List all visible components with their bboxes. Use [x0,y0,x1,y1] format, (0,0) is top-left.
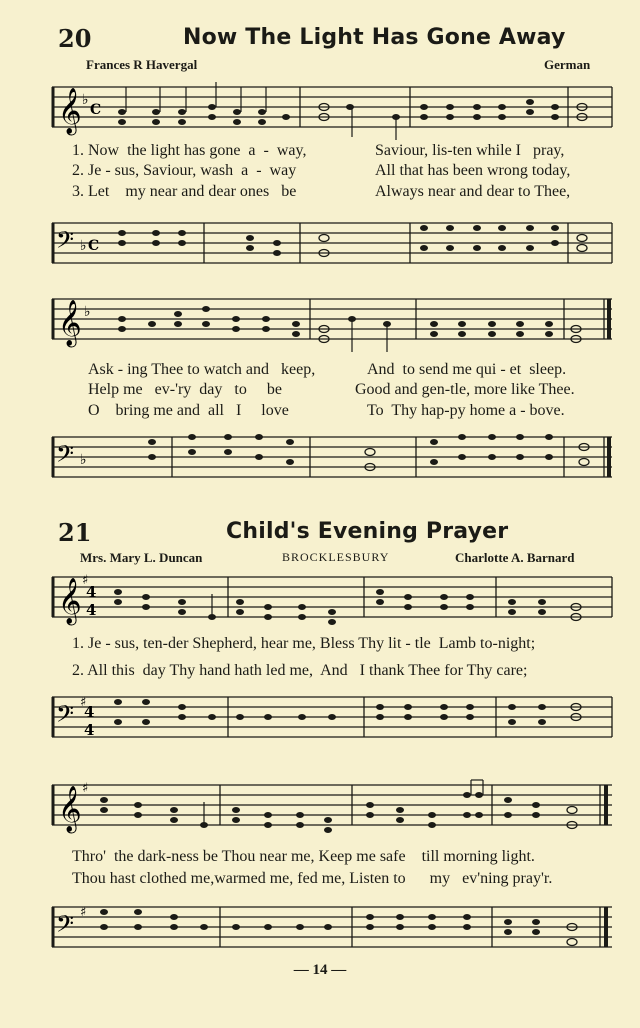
hymn-20-verse-1-line-4: And to send me qui - et sleep. [367,361,567,378]
hymn-20-verse-2-line-2: All that has been wrong today, [375,162,571,179]
hymn-21-verse-1-line-1: 1. Je - sus, ten-der Shepherd, hear me, Bless Thy lit - tle Lamb to-night; [72,635,536,652]
hymn-20-system-1-treble-staff [52,82,612,134]
svg-text:♭: ♭ [80,238,87,254]
svg-text:4: 4 [84,721,95,739]
hymn-20-system-1-bass-staff [52,218,612,270]
svg-text:♯: ♯ [82,573,89,588]
svg-text:4: 4 [86,583,97,601]
hymn-20-verse-1-line-3: Ask - ing Thee to watch and keep, [88,361,316,378]
hymn-20-verse-2-line-3: Help me ev-'ry day to be [88,381,282,398]
hymn-20-verse-3-line-4: To Thy hap-py home a - bove. [367,402,565,419]
hymn-21-composer: Charlotte A. Barnard [455,550,575,565]
hymn-20-number: 20 [58,24,92,53]
svg-text:♭: ♭ [80,452,87,468]
hymn-21-system-1-bass-staff [52,692,612,744]
hymn-20-verse-1-line-1: 1. Now the light has gone a - way, [72,142,307,159]
hymn-21-verse-1-line-2: Thro' the dark-ness be Thou near me, Keep me safe till morning light. [72,848,535,865]
hymn-20-verse-2-line-1: 2. Je - sus, Saviour, wash a - way [72,162,297,179]
hymn-20-system-2-treble-staff [52,294,612,346]
svg-text:♯: ♯ [80,695,87,710]
svg-text:𝄢: 𝄢 [56,440,75,473]
hymn-21-verse-2-line-1: 2. All this day Thy hand hath led me, And I thank Thee for Thy care; [72,662,528,679]
hymn-20-verse-3-line-1: 3. Let my near and dear ones be [72,183,297,200]
svg-text:C: C [88,238,100,254]
svg-text:♯: ♯ [80,905,87,920]
hymn-20-tune-origin: German [544,57,591,72]
hymn-21-system-1-treble-staff [52,572,612,624]
hymn-20-verse-2-line-4: Good and gen-tle, more like Thee. [355,381,575,398]
hymn-21-system-2-bass-staff [52,902,612,954]
svg-text:4: 4 [84,703,95,721]
hymn-20-verse-3-line-2: Always near and dear to Thee, [375,183,571,200]
hymn-21-author: Mrs. Mary L. Duncan [80,550,203,565]
hymn-21-verse-2-line-2: Thou hast clothed me,warmed me, fed me, Listen to my ev'ning pray'r. [72,870,553,887]
svg-text:𝄞: 𝄞 [58,300,82,346]
page-number: — 14 — [293,962,347,978]
svg-text:𝄞: 𝄞 [58,786,82,832]
svg-text:𝄞: 𝄞 [58,88,82,134]
svg-text:4: 4 [86,601,97,619]
hymn-20-system-2-bass-staff [52,432,612,484]
svg-text:♭: ♭ [82,92,89,108]
hymn-21-number: 21 [58,518,92,547]
svg-text:𝄢: 𝄢 [56,226,75,259]
hymn-21-title: Child's Evening Prayer [226,519,509,544]
hymn-20-verse-1-line-2: Saviour, lis-ten while I pray, [375,142,565,159]
svg-text:𝄞: 𝄞 [58,578,82,624]
hymn-21-system-2-treble-staff [52,780,612,832]
hymn-20-verse-3-line-3: O bring me and all I love [88,402,289,419]
svg-text:𝄢: 𝄢 [56,700,75,733]
hymn-21-tune-name: BROCKLESBURY [282,550,390,564]
hymn-20-author: Frances R Havergal [86,57,198,72]
svg-text:𝄢: 𝄢 [56,910,75,943]
svg-text:♭: ♭ [84,304,91,320]
hymn-20-title: Now The Light Has Gone Away [183,25,566,50]
svg-text:C: C [90,102,102,118]
svg-text:♯: ♯ [82,781,89,796]
